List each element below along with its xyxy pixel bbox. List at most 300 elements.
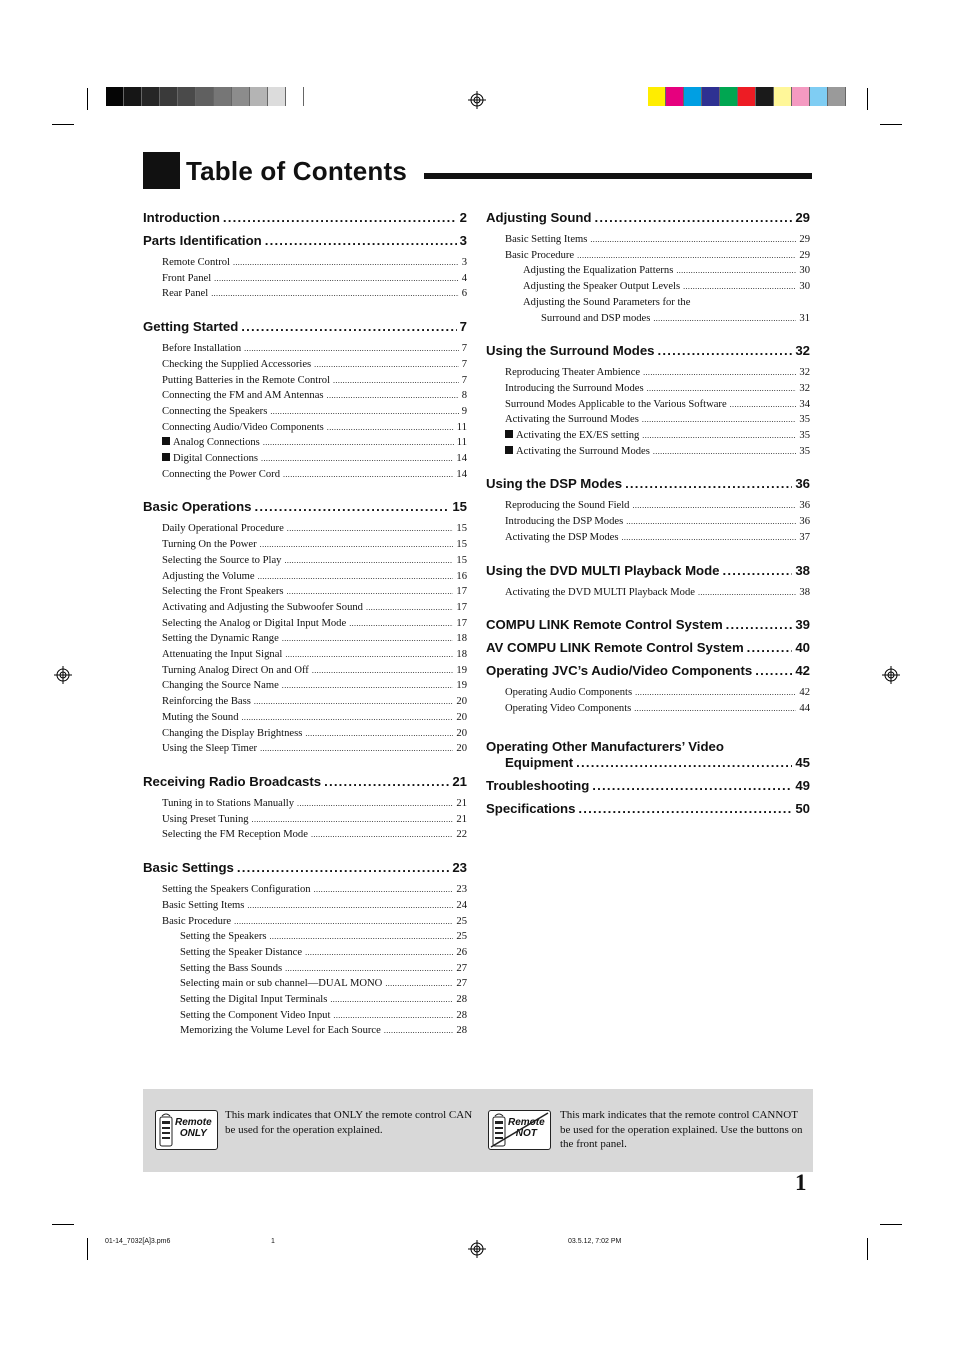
color-swatch [286,87,304,106]
toc-item-label: Activating the Surround Modes [516,445,650,457]
toc-right-column [486,210,810,824]
toc-item-label: Basic Procedure [162,915,232,927]
leader-dots [214,271,459,287]
toc-section [486,343,810,459]
toc-section-title: Using the DSP Modes [486,476,623,492]
toc-section-heading [143,499,467,515]
toc-item-label: Before Installation [162,343,242,355]
toc-item [143,992,467,1008]
toc-section-title: Receiving Radio Broadcasts [143,773,322,789]
toc-item-page: 17 [456,586,467,598]
toc-item [143,616,467,632]
toc-section [486,801,810,817]
toc-section [143,210,467,226]
toc-item [143,741,467,757]
toc-section-heading [486,755,810,771]
leader-dots [578,801,792,817]
toc-section-title: Adjusting Sound [486,210,592,225]
toc-item-page: 14 [456,468,467,480]
toc-section-heading [143,860,467,876]
color-swatch [160,87,178,106]
toc-item [143,710,467,726]
color-swatch [106,87,124,106]
toc-section-heading [486,210,810,226]
toc-section-heading [143,774,467,790]
toc-item [143,961,467,977]
toc-section-page: 38 [795,562,810,578]
toc-item-label: Adjusting the Speaker Output Levels [523,281,681,293]
remote-not-icon-line1: Remote [508,1117,545,1128]
toc-item-page: 27 [456,962,467,974]
page-title: Table of Contents [186,156,408,186]
toc-item-label: Using Preset Tuning [162,813,249,825]
toc-item-page: 36 [799,500,810,512]
toc-item-page: 19 [456,680,467,692]
toc-item-list [143,521,467,757]
toc-item [143,373,467,389]
toc-item [486,311,810,327]
toc-item-page: 25 [456,915,467,927]
leader-dots [282,631,454,647]
toc-item-label: Surround and DSP modes [541,312,651,324]
toc-item-label: Activating and Adjusting the Subwoofer Sound [162,601,363,613]
color-swatch [232,87,250,106]
toc-item-page: 7 [461,374,467,386]
toc-item-page: 21 [456,797,467,809]
toc-item [143,435,467,451]
toc-item-page: 23 [456,884,467,896]
toc-item-label: Daily Operational Procedure [162,523,284,535]
registration-target-icon [882,666,900,684]
toc-item [143,467,467,483]
toc-item-label: Activating the DSP Modes [505,531,619,543]
toc-section-heading [486,801,810,817]
toc-item [143,357,467,373]
toc-item-page: 27 [456,978,467,990]
leader-dots [327,388,459,404]
leader-dots [642,428,796,444]
toc-item-page: 42 [799,687,810,699]
toc-item-label: Connecting the FM and AM Antennas [162,390,324,402]
toc-item-page: 18 [456,649,467,661]
toc-item-page: 21 [456,813,467,825]
toc-item-page: 16 [456,570,467,582]
toc-item-label: Setting the Digital Input Terminals [180,994,328,1006]
color-swatch [250,87,268,106]
leader-dots [234,914,453,930]
leader-dots [642,412,797,428]
leader-dots [747,640,793,656]
toc-item-list [486,498,810,545]
color-swatch [720,87,738,106]
leader-dots [333,1008,453,1024]
toc-section-title: Specifications [486,800,576,816]
toc-section-title: Using the DVD MULTI Playback Mode [486,562,720,578]
toc-item [143,255,467,271]
toc-item-page: 18 [456,633,467,645]
toc-item [143,553,467,569]
toc-section-title: Parts Identification [143,233,262,248]
strike-through-icon [489,1111,550,1149]
toc-item-page: 11 [456,437,467,449]
toc-item-page: 35 [799,414,810,426]
toc-item-label: Selecting the Front Speakers [162,586,284,598]
toc-item-page: 29 [799,234,810,245]
toc-item [143,388,467,404]
toc-item-label: Rear Panel [162,288,209,300]
toc-item-page: 29 [799,249,810,261]
toc-section-page: 15 [452,499,467,515]
leader-dots [314,357,459,373]
toc-item-page: 32 [799,367,810,379]
toc-item-label: Remote Control [162,257,230,268]
toc-item-page: 28 [456,1009,467,1021]
toc-item-page: 38 [799,586,810,598]
leader-dots [349,616,453,632]
toc-item-page: 20 [456,743,467,755]
toc-item-page: 28 [456,1025,467,1037]
toc-item [143,420,467,436]
toc-item-page: 9 [461,405,467,417]
toc-item-label: Setting the Component Video Input [180,1009,331,1021]
leader-dots [314,882,454,898]
toc-item [143,726,467,742]
toc-section-title: Basic Settings [143,860,234,876]
toc-section [486,476,810,545]
toc-item [143,600,467,616]
toc-section-page: 45 [795,754,810,770]
leader-dots [324,774,449,790]
color-swatch [648,87,666,106]
toc-item-label: Muting the Sound [162,711,239,723]
leader-dots [730,397,797,413]
color-swatch [792,87,810,106]
toc-section-heading [486,640,810,656]
toc-section-page: 32 [795,343,810,359]
toc-item-label: Introducing the DSP Modes [505,516,624,528]
toc-item [143,521,467,537]
toc-item-page: 24 [456,899,467,911]
toc-item [143,647,467,663]
toc-item-label: Setting the Dynamic Range [162,633,279,645]
toc-item-list [486,232,810,326]
toc-item [143,663,467,679]
leader-dots [577,248,796,264]
leader-dots [653,311,796,327]
toc-section-page: 50 [795,800,810,816]
title-rule [424,173,812,179]
toc-item-page: 11 [456,421,467,433]
color-swatch [810,87,828,106]
toc-section [486,640,810,656]
color-swatches [648,87,846,106]
toc-section-title: Using the Surround Modes [486,343,655,359]
toc-item-page: 14 [456,453,467,465]
toc-item-label: Operating Audio Components [505,687,633,699]
leader-dots [366,600,453,616]
remote-only-icon [155,1110,218,1150]
toc-item-page: 36 [799,516,810,528]
toc-section-heading [486,617,810,633]
toc-section-heading [143,210,467,226]
toc-item-list [486,585,810,601]
leader-dots [211,286,459,302]
toc-item [486,530,810,546]
leader-dots [632,498,796,514]
toc-item-page: 17 [456,617,467,629]
toc-item [143,882,467,898]
footer-date: 03.5.12, 7:02 PM [568,1238,622,1245]
leader-dots [297,796,453,812]
toc-section [486,617,810,633]
toc-section-title: Basic Operations [143,499,252,515]
toc-item-page: 32 [799,382,810,394]
toc-section [486,663,810,716]
toc-section-page: 3 [459,233,467,248]
toc-item [486,428,810,444]
leader-dots [260,537,454,553]
leader-dots [698,585,796,601]
toc-item [486,295,810,311]
leader-dots [263,435,454,451]
toc-item-label: Selecting the Analog or Digital Input Mode [162,617,347,629]
toc-item-list [143,255,467,302]
bullet-square-icon [162,437,170,445]
leader-dots [658,343,793,359]
toc-item [143,1023,467,1039]
toc-section-heading [486,343,810,359]
toc-item-label: Activating the Surround Modes [505,414,639,426]
toc-item [486,381,810,397]
toc-item-label: Basic Setting Items [162,899,245,911]
color-swatch [756,87,774,106]
toc-section-heading [143,233,467,249]
toc-item [143,976,467,992]
toc-item-label: Tuning in to Stations Manually [162,797,295,809]
toc-item-label: Basic Procedure [505,249,575,261]
toc-item-label: Surround Modes Applicable to the Various Software [505,398,727,410]
toc-item-page: 15 [456,554,467,566]
toc-item-label: Attenuating the Input Signal [162,649,283,661]
leader-dots [287,521,454,537]
toc-item-label: Using the Sleep Timer [162,743,258,755]
toc-item-page: 4 [461,272,467,284]
leader-dots [311,827,453,843]
toc-section-heading [486,563,810,579]
leader-dots [270,929,454,945]
toc-item [143,812,467,828]
toc-item [486,585,810,601]
toc-section-page: 23 [452,860,467,876]
leader-dots [237,860,449,876]
toc-section [143,233,467,302]
toc-section-page: 21 [452,773,467,789]
leader-dots [244,341,459,357]
toc-item [143,914,467,930]
color-swatch [178,87,196,106]
leader-dots [285,961,453,977]
toc-item [143,451,467,467]
toc-section-title: Operating Other Manufacturers’ Video [486,738,724,754]
toc-item [486,412,810,428]
leader-dots [333,373,459,389]
toc-item-label: Reproducing the Sound Field [505,500,630,512]
toc-item-label: Checking the Supplied Accessories [162,358,312,370]
toc-item-page: 25 [456,931,467,943]
toc-item [143,678,467,694]
toc-section-page: 39 [795,617,810,633]
toc-item-list [143,796,467,843]
toc-section-page: 40 [795,640,810,656]
leader-dots [594,210,792,226]
remote-not-icon [488,1110,551,1150]
leader-dots [723,563,793,579]
leader-dots [384,1023,454,1039]
toc-item-page: 7 [461,343,467,355]
toc-section-page: 42 [795,663,810,679]
leader-dots [241,319,456,335]
toc-item-list [486,365,810,459]
toc-section-title: AV COMPU LINK Remote Control System [486,640,744,656]
toc-section-title: Getting Started [143,319,239,335]
toc-item [143,694,467,710]
color-swatch [774,87,792,106]
toc-item [486,498,810,514]
remote-notice-box [143,1089,813,1172]
leader-dots [284,553,453,569]
leader-dots [385,976,453,992]
color-swatch [124,87,142,106]
toc-section [143,860,467,1039]
toc-item-page: 35 [799,445,810,457]
toc-section-page: 49 [795,777,810,793]
toc-item-page: 6 [461,288,467,300]
toc-section-title: COMPU LINK Remote Control System [486,617,723,633]
toc-item-page: 7 [461,358,467,370]
toc-item-label: Reproducing Theater Ambience [505,367,641,379]
toc-item-page: 30 [799,281,810,293]
leader-dots [223,210,457,226]
toc-item [143,341,467,357]
toc-item-list [143,882,467,1039]
toc-section-heading [143,319,467,335]
leader-dots [261,451,453,467]
leader-dots [270,404,458,420]
toc-item-page: 44 [799,702,810,714]
registration-target-icon [468,91,486,109]
leader-dots [282,678,454,694]
toc-section-title: Troubleshooting [486,777,590,793]
bullet-square-icon [505,430,513,438]
leader-dots [233,255,459,271]
toc-item-page: 8 [461,390,467,402]
toc-item [143,286,467,302]
toc-item-label: Putting Batteries in the Remote Control [162,374,331,386]
leader-dots [254,499,449,515]
toc-item [486,248,810,264]
toc-item [143,898,467,914]
toc-left-column [143,210,467,1056]
remote-only-description: This mark indicates that ONLY the remote control CAN be used for the operation explained. [225,1109,473,1136]
toc-item-page: 20 [456,727,467,739]
toc-item [143,945,467,961]
color-swatch [214,87,232,106]
toc-item [486,397,810,413]
toc-item [486,279,810,295]
toc-section [143,774,467,843]
remote-only-icon-line2: ONLY [179,1128,207,1139]
toc-item-label: Turning Analog Direct On and Off [162,664,309,676]
color-swatch [684,87,702,106]
remote-not-icon-line2: NOT [515,1128,537,1139]
toc-item-label: Setting the Speaker Distance [180,946,303,958]
leader-dots [647,381,797,397]
toc-item-label: Selecting main or sub channel—DUAL MONO [180,978,383,990]
leader-dots [252,812,454,828]
leader-dots [330,992,453,1008]
leader-dots [755,663,792,679]
toc-section [486,210,810,326]
leader-dots [726,617,793,633]
color-swatch [666,87,684,106]
toc-item [143,929,467,945]
toc-item-label: Setting the Speakers Configuration [162,884,311,896]
toc-section-title: Introduction [143,210,220,225]
toc-section [486,778,810,794]
leader-dots [285,647,453,663]
grayscale-swatches [106,87,304,106]
toc-item [143,404,467,420]
toc-item-label: Selecting the FM Reception Mode [162,829,308,841]
toc-item-label: Connecting the Speakers [162,405,268,417]
toc-item [486,365,810,381]
toc-item-page: 34 [799,398,810,410]
toc-item-page: 20 [456,696,467,708]
toc-item-label: Reinforcing the Bass [162,696,251,708]
toc-section [143,319,467,482]
leader-dots [327,420,454,436]
bullet-square-icon [505,446,513,454]
leader-dots [258,569,454,585]
toc-item-label: Setting the Speakers [180,931,267,943]
leader-dots [626,514,796,530]
leader-dots [653,444,797,460]
toc-section-heading [486,778,810,794]
leader-dots [683,279,796,295]
toc-item-page: 15 [456,523,467,535]
toc-item-label: Adjusting the Sound Parameters for the [523,296,691,308]
toc-item-label: Adjusting the Volume [162,570,255,582]
toc-item-label: Setting the Bass Sounds [180,962,283,974]
toc-item-page: 37 [799,531,810,543]
color-swatch [196,87,214,106]
toc-item-label: Adjusting the Equalization Patterns [523,265,674,277]
footer-filename: 01-14_7032[A]3.pm6 [105,1238,171,1245]
leader-dots [283,467,453,483]
leader-dots [576,755,792,771]
toc-item-page: 35 [799,430,810,442]
toc-item-label: Connecting Audio/Video Components [162,421,324,433]
toc-item [143,584,467,600]
toc-section-page: 36 [795,476,810,492]
color-swatch [268,87,286,106]
remote-only-icon-line1: Remote [175,1117,212,1128]
toc-section [486,563,810,601]
toc-item [486,263,810,279]
toc-item-page: 28 [456,994,467,1006]
toc-section-title-cont: Equipment [505,754,574,770]
leader-dots [634,701,796,717]
